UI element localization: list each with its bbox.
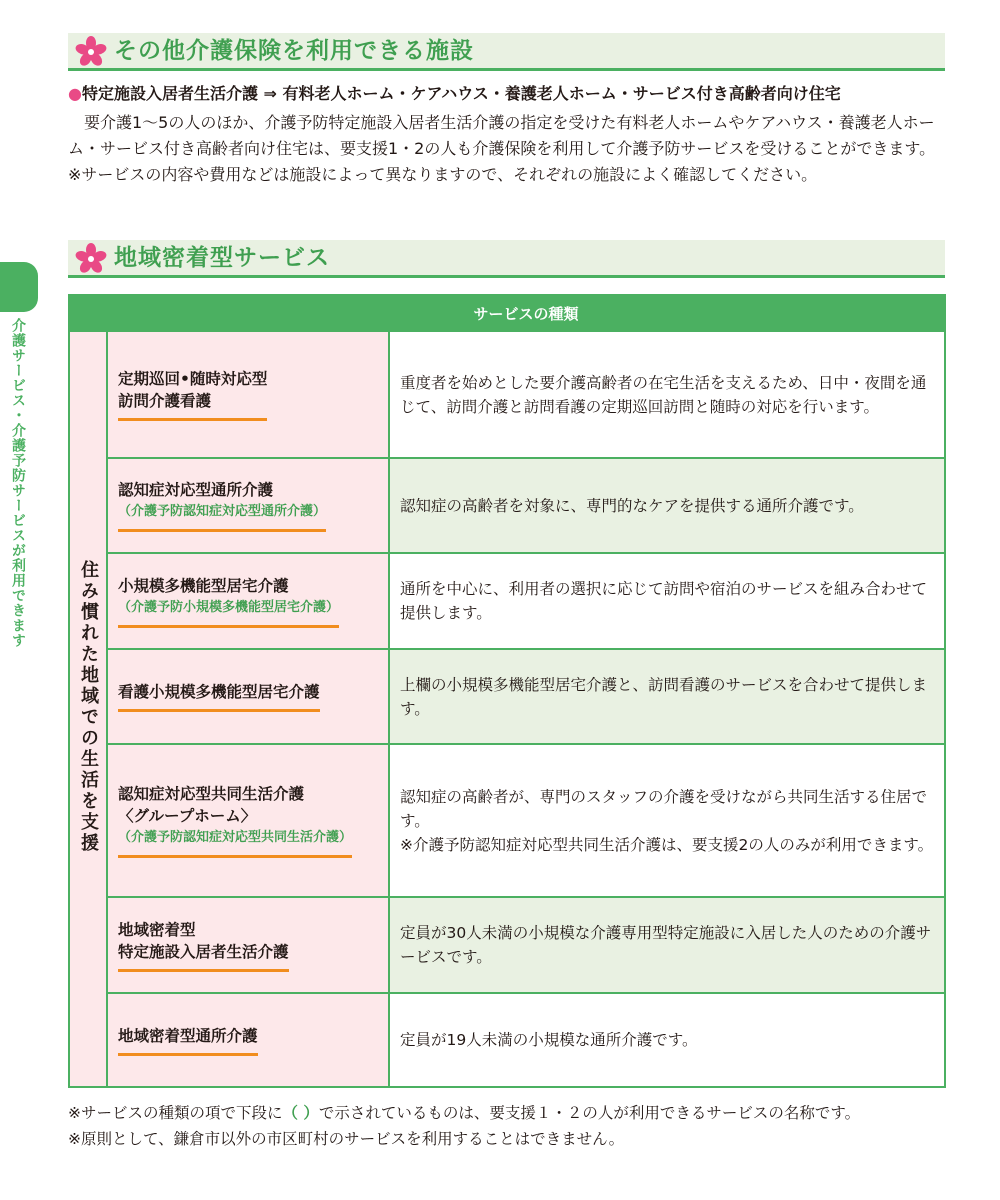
service-name-line2: 〈グループホーム〉 <box>118 807 257 825</box>
side-tab-marker <box>0 262 38 312</box>
service-name-cell <box>107 553 389 649</box>
side-category-cell <box>69 331 107 1087</box>
service-description: 通所を中心に、利用者の選択に応じて訪問や宿泊のサービスを組み合わせて提供します。 <box>389 553 945 649</box>
section-title: 地域密着型サービス <box>114 245 330 271</box>
service-name: 地域密着型通所介護 <box>118 1026 258 1045</box>
service-name: 定期巡回•随時対応型 <box>118 370 268 388</box>
table-corner <box>69 295 107 331</box>
community-services-table <box>68 294 946 1088</box>
table-row <box>69 993 945 1087</box>
table-header: サービスの種類 <box>107 295 945 331</box>
table-row <box>69 458 945 553</box>
table-header-row <box>69 295 945 331</box>
service-name-cell <box>107 744 389 897</box>
section-heading-community <box>68 240 945 278</box>
service-subname: （介護予防認知症対応型通所介護） <box>118 504 327 519</box>
facility-description <box>68 110 948 188</box>
side-tab-label: 介護サービス・介護予防サービスが利用できます <box>10 318 26 648</box>
table-row <box>69 897 945 993</box>
bullet-heading-text: 特定施設入居者生活介護 ⇒ 有料老人ホーム・ケアハウス・養護老人ホーム・サービス付き高齢者向け住宅 <box>81 84 841 103</box>
facility-paragraph: 要介護1〜5の人のほか、介護予防特定施設入居者生活介護の指定を受けた有料老人ホームやケアハウス・養護老人ホーム・サービス付き高齢者向け住宅は、要支援1・2の人も介護保険を利用して介護予防サービスを受けることができます。 <box>68 113 936 158</box>
cherry-blossom-icon <box>74 35 108 69</box>
table-row <box>69 331 945 458</box>
footnotes <box>68 1100 948 1152</box>
service-name-line2: 特定施設入居者生活介護 <box>118 942 289 961</box>
service-name-cell <box>107 993 389 1087</box>
service-description: 認知症の高齢者を対象に、専門的なケアを提供する通所介護です。 <box>389 458 945 553</box>
footnote-1-paren: （ ） <box>282 1104 319 1122</box>
service-description: 認知症の高齢者が、専門のスタッフの介護を受けながら共同生活する住居です。 <box>400 787 928 830</box>
service-name: 認知症対応型共同生活介護 <box>118 785 305 803</box>
table-row <box>69 553 945 649</box>
footnote-1-text: ※サービスの種類の項で下段に <box>68 1104 283 1122</box>
bullet-dot-icon: ● <box>68 84 82 103</box>
service-name-cell <box>107 331 389 458</box>
service-description: 上欄の小規模多機能型居宅介護と、訪問看護のサービスを合わせて提供します。 <box>389 649 945 744</box>
service-name-cell <box>107 649 389 744</box>
footnote-1 <box>68 1100 948 1126</box>
service-subname: （介護予防認知症対応型共同生活介護） <box>118 830 353 845</box>
footnote-1-text-end: で示されているものは、要支援１・２の人が利用できるサービスの名称です。 <box>318 1104 861 1122</box>
service-name: 看護小規模多機能型居宅介護 <box>118 683 320 701</box>
service-name-line2: 訪問介護看護 <box>118 392 212 410</box>
footnote-2: ※原則として、鎌倉市以外の市区町村のサービスを利用することはできません。 <box>68 1130 625 1148</box>
service-name: 小規模多機能型居宅介護 <box>118 576 289 595</box>
service-name: 地域密着型 <box>118 920 196 939</box>
facility-bullet-heading <box>68 82 841 106</box>
table-row <box>69 649 945 744</box>
service-name-cell <box>107 897 389 993</box>
service-description-cell <box>389 744 945 897</box>
table-row <box>69 744 945 897</box>
side-category-label: 住み慣れた地域での生活を支援 <box>78 560 99 854</box>
cherry-blossom-icon <box>74 242 108 276</box>
facility-note: ※サービスの内容や費用などは施設によって異なりますので、それぞれの施設によく確認してください。 <box>68 165 818 184</box>
section-title: その他介護保険を利用できる施設 <box>114 38 474 64</box>
service-description: 定員が19人未満の小規模な通所介護です。 <box>389 993 945 1087</box>
service-description: 定員が30人未満の小規模な介護専用型特定施設に入居した人のための介護サービスです。 <box>389 897 945 993</box>
service-description: 重度者を始めとした要介護高齢者の在宅生活を支えるため、日中・夜間を通じて、訪問介護と訪問看護の定期巡回訪問と随時の対応を行います。 <box>389 331 945 458</box>
section-heading-facilities <box>68 33 945 71</box>
service-name: 認知症対応型通所介護 <box>118 481 274 499</box>
service-note: ※介護予防認知症対応型共同生活介護は、要支援2の人のみが利用できます。 <box>400 835 934 854</box>
service-subname: （介護予防小規模多機能型居宅介護） <box>118 599 340 615</box>
service-name-cell <box>107 458 389 553</box>
